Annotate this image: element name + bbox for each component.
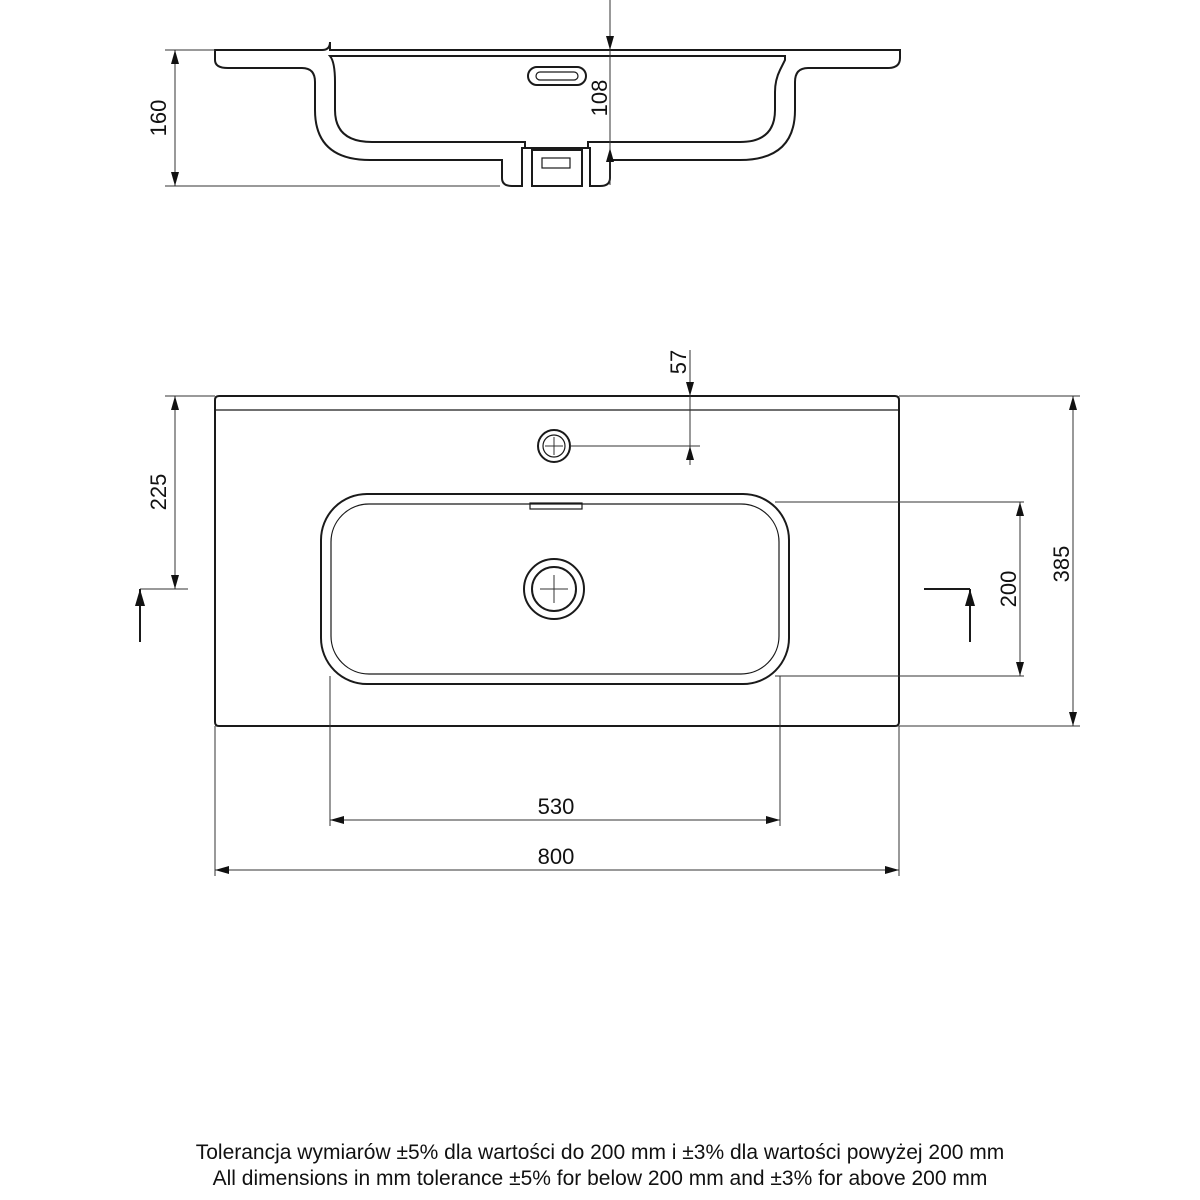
tolerance-note-pl: Tolerancja wymiarów ±5% dla wartości do 200 mm i ±3% dla wartości powyżej 200 mm [195,1141,1005,1164]
basin-section-outline [215,42,900,186]
drain-hole [524,559,584,619]
plan-view [135,350,1080,876]
dim-label-108: 108 [587,79,612,117]
dim-label-225: 225 [146,473,171,511]
dim-label-530: 530 [537,794,575,819]
dim-label-385: 385 [1049,545,1074,583]
tap-hole [538,430,570,462]
section-view [146,0,900,186]
dim-label-57: 57 [666,349,691,375]
dimension-530 [330,676,780,826]
section-marker-right [924,589,975,642]
dimension-108 [587,0,614,185]
dim-label-200: 200 [996,570,1021,608]
tolerance-note-en: All dimensions in mm tolerance ±5% for below 200 mm and ±3% for above 200 mm [212,1167,988,1190]
tolerance-notes [0,1140,1200,1192]
dimension-225 [135,396,215,642]
dim-label-800: 800 [537,844,575,869]
basin-inner-surface [330,56,785,148]
dim-label-160: 160 [146,99,171,137]
dimension-57 [570,350,700,465]
dimension-160 [146,50,500,186]
overflow-slot [528,67,586,85]
